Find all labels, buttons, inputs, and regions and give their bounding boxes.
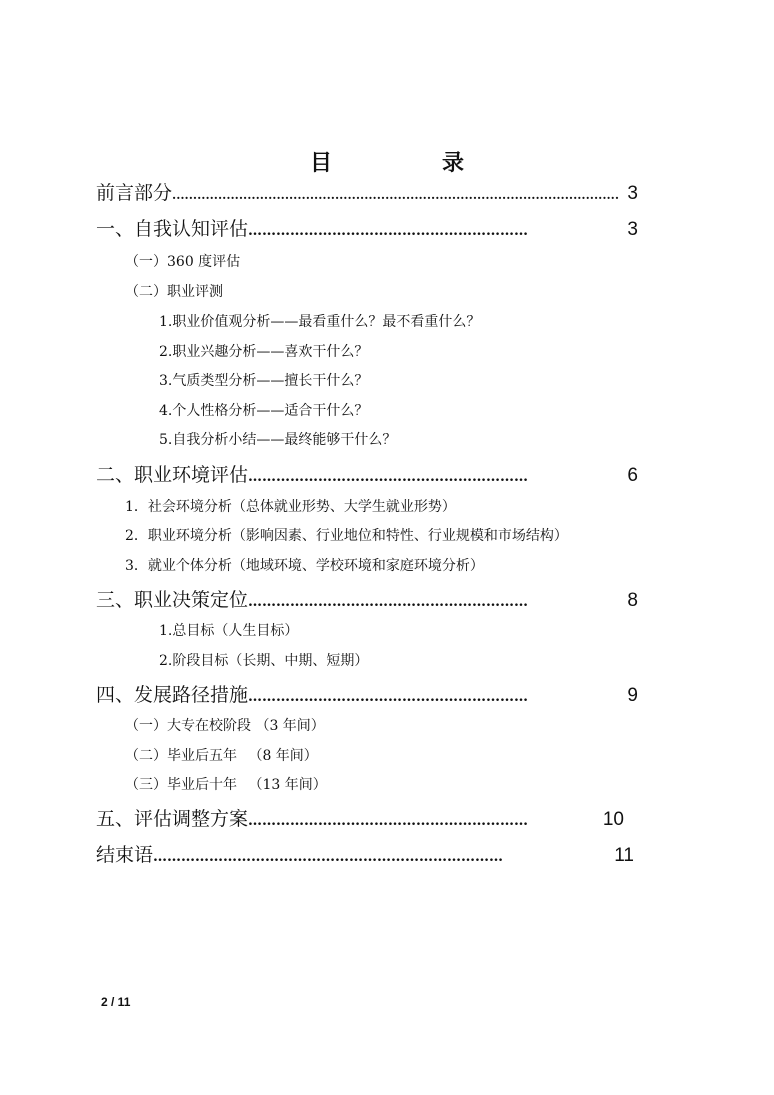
- toc-leader-dots: ……………………………………………………: [248, 689, 529, 705]
- toc-page-number: 6: [627, 465, 638, 486]
- toc-label: 2.阶段目标（长期、中期、短期）: [159, 653, 369, 669]
- toc-subentry[interactable]: [125, 525, 568, 545]
- toc-subentry[interactable]: [125, 745, 318, 765]
- toc-label: 结束语: [96, 844, 154, 866]
- toc-subentry[interactable]: [125, 715, 325, 735]
- toc-label: （一）360 度评估: [125, 254, 241, 270]
- toc-leader-dots: ...........................................................................................................: [172, 188, 620, 202]
- toc-leader-dots: ……………………………………………………: [248, 469, 529, 485]
- toc-subentry[interactable]: [125, 251, 240, 271]
- toc-label: （一）大专在校阶段 （3 年间）: [125, 718, 325, 734]
- toc-subentry[interactable]: [159, 620, 298, 640]
- toc-subentry[interactable]: [159, 370, 368, 390]
- toc-label: （二）毕业后五年 （8 年间）: [125, 748, 318, 764]
- toc-label: 2.职业兴趣分析——喜欢干什么？: [159, 344, 369, 360]
- toc-entry-career-environment[interactable]: [96, 460, 638, 486]
- toc-subentry[interactable]: [159, 400, 368, 420]
- toc-entry-self-assessment[interactable]: [96, 214, 638, 240]
- toc-entry-preface[interactable]: [96, 178, 638, 204]
- toc-subentry[interactable]: [125, 496, 456, 516]
- toc-subentry[interactable]: [159, 650, 368, 670]
- toc-label: （三）毕业后十年 （13 年间）: [125, 777, 327, 793]
- toc-entry-career-decision[interactable]: [96, 585, 638, 611]
- toc-subentry[interactable]: [159, 311, 480, 331]
- page-footer-number: 2 / 11: [101, 995, 131, 1009]
- toc-page-number: 8: [627, 590, 638, 611]
- toc-label: 1.总目标（人生目标）: [159, 623, 299, 639]
- toc-page-number: 3: [627, 183, 638, 204]
- toc-label: （二）职业评测: [125, 284, 223, 300]
- toc-leader-dots: …………………………………………………………………: [153, 849, 504, 865]
- toc-label: 前言部分: [96, 182, 173, 204]
- toc-subentry[interactable]: [125, 774, 327, 794]
- toc-page-number: 3: [627, 219, 638, 240]
- toc-leader-dots: ……………………………………………………: [248, 223, 529, 239]
- toc-entry-conclusion[interactable]: [96, 840, 634, 866]
- toc-label: 4.个人性格分析——适合干什么？: [159, 403, 369, 419]
- toc-label: 3.气质类型分析——擅长干什么？: [159, 373, 369, 389]
- toc-leader-dots: ……………………………………………………: [248, 594, 529, 610]
- toc-subentry[interactable]: [159, 341, 368, 361]
- toc-label: 1．社会环境分析（总体就业形势、大学生就业形势）: [125, 499, 456, 515]
- toc-label: 五、评估调整方案: [96, 808, 249, 830]
- toc-subentry[interactable]: [125, 555, 484, 575]
- toc-label: 1.职业价值观分析——最看重什么？最不看重什么？: [159, 314, 481, 330]
- toc-entry-adjustment[interactable]: [96, 804, 624, 830]
- toc-label: 2．职业环境分析（影响因素、行业地位和特性、行业规模和市场结构）: [125, 528, 568, 544]
- toc-page-number: 9: [627, 685, 638, 706]
- page-title: 目 录: [309, 150, 508, 176]
- toc-label: 5.自我分析小结——最终能够干什么？: [159, 432, 397, 448]
- toc-subentry[interactable]: [125, 281, 223, 301]
- toc-label: 3．就业个体分析（地域环境、学校环境和家庭环境分析）: [125, 558, 484, 574]
- toc-label: 二、职业环境评估: [96, 464, 249, 486]
- toc-label: 一、自我认知评估: [96, 218, 249, 240]
- toc-label: 四、发展路径措施: [96, 684, 249, 706]
- toc-subentry[interactable]: [159, 429, 396, 449]
- toc-leader-dots: ……………………………………………………: [248, 813, 529, 829]
- toc-entry-development-path[interactable]: [96, 680, 638, 706]
- toc-page-number: 11: [614, 845, 634, 866]
- toc-label: 三、职业决策定位: [96, 589, 249, 611]
- toc-page-number: 10: [602, 809, 624, 830]
